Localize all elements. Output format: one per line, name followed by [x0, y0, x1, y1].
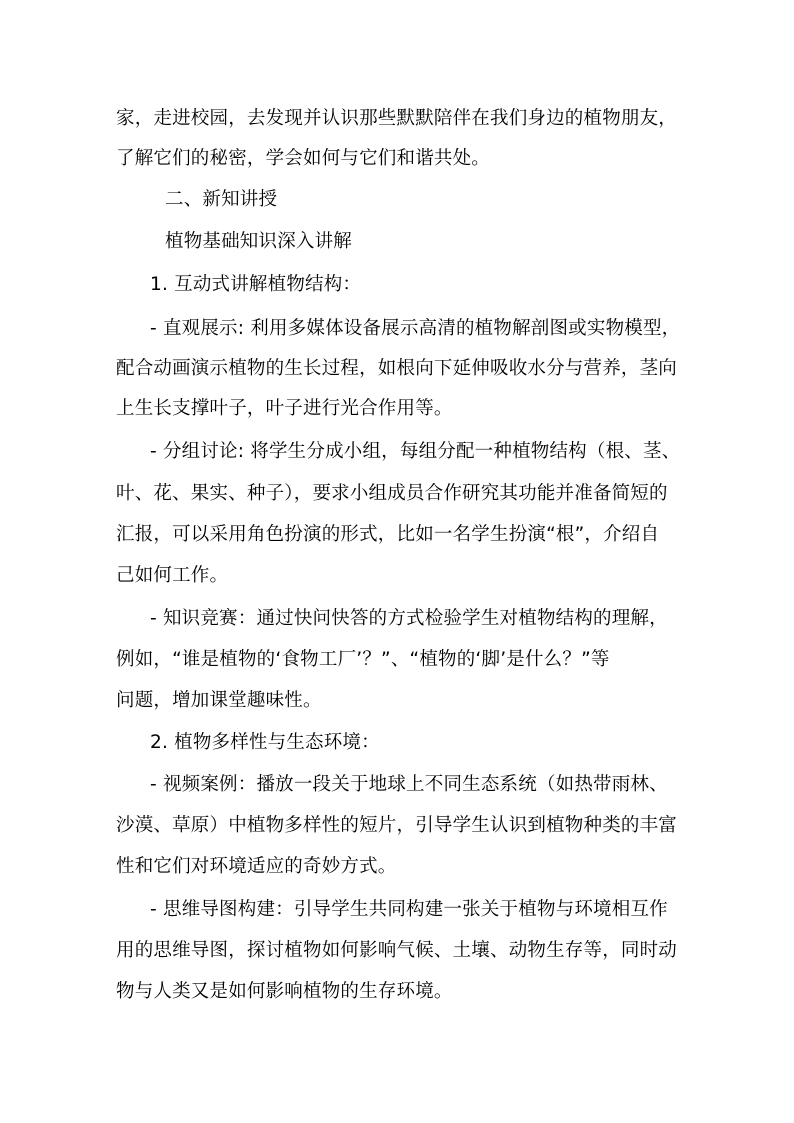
- item-1-bullet-1-line-2: 配合动画演示植物的生长过程，如根向下延伸吸收水分与营养，茎向: [116, 358, 678, 379]
- section-title: 二、新知讲授: [165, 189, 278, 210]
- intro-line-1: 家，走进校园，去发现并认识那些默默陪伴在我们身边的植物朋友，: [116, 108, 678, 129]
- item-1-bullet-2-line-2: 叶、花、果实、种子），要求小组成员合作研究其功能并准备简短的: [116, 483, 668, 504]
- item-1-bullet-3-line-1: - 知识竞赛：通过快问快答的方式检验学生对植物结构的理解，: [150, 608, 668, 629]
- item-1-bullet-1-line-1: - 直观展示: 利用多媒体设备展示高清的植物解剖图或实物模型，: [150, 318, 681, 339]
- item-1-bullet-2-line-3: 汇报，可以采用角色扮演的形式，比如一名学生扮演“根”，介绍自: [116, 524, 660, 545]
- item-2-title: 2. 植物多样性与生态环境：: [150, 732, 380, 753]
- item-2-bullet-1-line-3: 性和它们对环境适应的奇妙方式。: [116, 856, 397, 877]
- item-1-bullet-2-line-1: - 分组讨论: 将学生分成小组，每组分配一种植物结构（根、茎、: [150, 441, 681, 462]
- item-2-bullet-1-line-1: - 视频案例：播放一段关于地球上不同生态系统（如热带雨林、: [150, 774, 668, 795]
- item-1-bullet-1-line-3: 上生长支撑叶子，叶子进行光合作用等。: [116, 398, 453, 419]
- item-2-bullet-2-line-1: - 思维导图构建：引导学生共同构建一张关于植物与环境相互作: [150, 899, 668, 920]
- item-2-bullet-2-line-3: 物与人类又是如何影响植物的生存环境。: [116, 981, 453, 1002]
- item-2-bullet-2-line-2: 用的思维导图，探讨植物如何影响气候、土壤、动物生存等，同时动: [116, 940, 678, 961]
- item-1-title: 1. 互动式讲解植物结构：: [150, 274, 362, 295]
- item-1-bullet-2-line-4: 己如何工作。: [116, 565, 229, 586]
- item-2-bullet-1-line-2: 沙漠、草原）中植物多样性的短片，引导学生认识到植物种类的丰富: [116, 815, 678, 836]
- subsection-title: 植物基础知识深入讲解: [165, 231, 353, 252]
- item-1-bullet-3-line-2: 例如，“谁是植物的‘食物工厂’？”、“植物的‘脚’是什么？”等: [116, 649, 610, 670]
- intro-line-2: 了解它们的秘密，学会如何与它们和谐共处。: [116, 148, 491, 169]
- item-1-bullet-3-line-3: 问题，增加课堂趣味性。: [116, 690, 322, 711]
